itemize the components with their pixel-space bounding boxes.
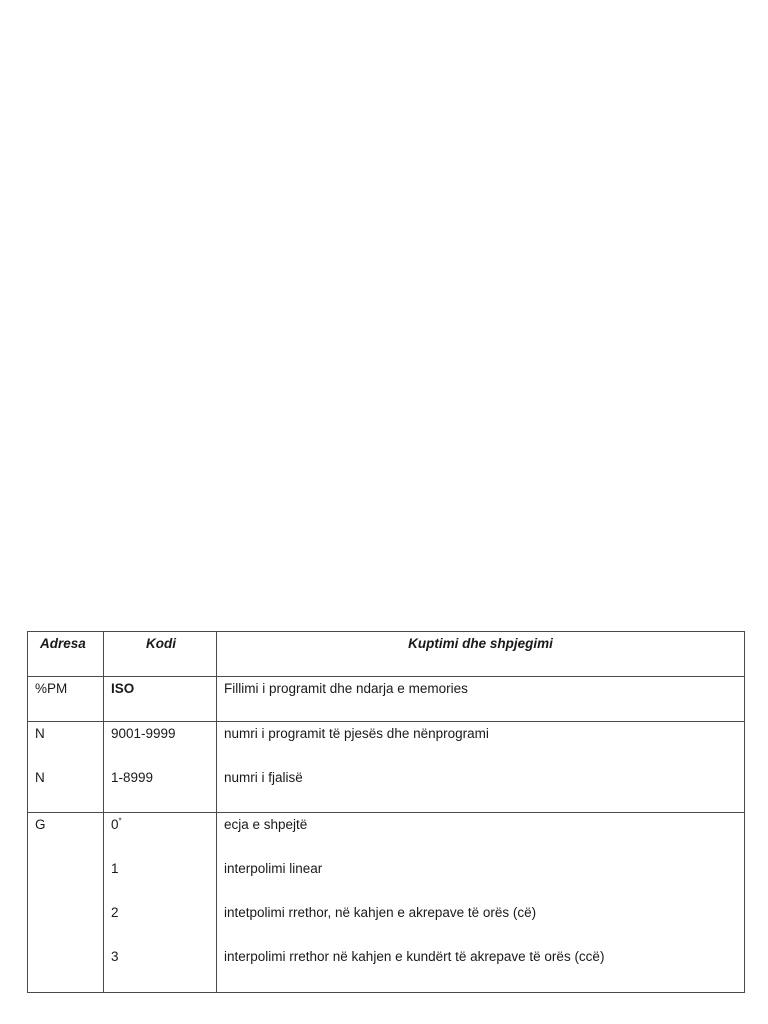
kuptimi-value: numri i fjalisë: [224, 770, 303, 785]
adresa-value: N: [35, 770, 45, 785]
cell-kodi: [104, 677, 217, 722]
adresa-value: N: [35, 726, 45, 741]
kodi-value: 9001-9999: [111, 726, 176, 741]
kuptimi-value: interpolimi linear: [224, 861, 323, 876]
header-kodi: Kodi: [104, 632, 217, 677]
header-kuptimi: Kuptimi dhe shpjegimi: [217, 632, 745, 677]
kodi-value: [111, 813, 216, 857]
table-row: [28, 677, 745, 722]
kuptimi-value: numri i programit të pjesës dhe nënprogrami: [224, 726, 489, 741]
adresa-value: G: [35, 817, 46, 832]
kuptimi-value: intetpolimi rrethor, në kahjen e akrepave të orës (cë): [224, 905, 537, 920]
table-header-row: [28, 632, 745, 677]
kodi-value: 2: [111, 905, 119, 920]
cell-kodi: [104, 813, 217, 993]
kodi-value: 3: [111, 949, 119, 964]
kuptimi-value: Fillimi i programit dhe ndarja e memories: [224, 681, 468, 696]
cell-kuptimi: [217, 677, 745, 722]
footnote-mark: *: [118, 816, 122, 826]
g-code-address-table: [27, 631, 745, 993]
kodi-value: 1-8999: [111, 770, 154, 785]
table-row: [28, 813, 745, 993]
cell-kuptimi: [217, 813, 745, 993]
kodi-value: 1: [111, 861, 119, 876]
table-row: [28, 722, 745, 813]
kuptimi-value: ecja e shpejtë: [224, 817, 308, 832]
cell-adresa: [28, 813, 104, 993]
cell-adresa: [28, 677, 104, 722]
kodi-number: 0: [111, 817, 119, 832]
header-adresa: Adresa: [28, 632, 104, 677]
cell-adresa: [28, 722, 104, 813]
cell-kodi: [104, 722, 217, 813]
cell-kuptimi: [217, 722, 745, 813]
adresa-value: %PM: [35, 681, 68, 696]
kodi-value: ISO: [111, 681, 135, 696]
kuptimi-value: interpolimi rrethor në kahjen e kundërt të akrepave të orës (ccë): [224, 949, 605, 964]
